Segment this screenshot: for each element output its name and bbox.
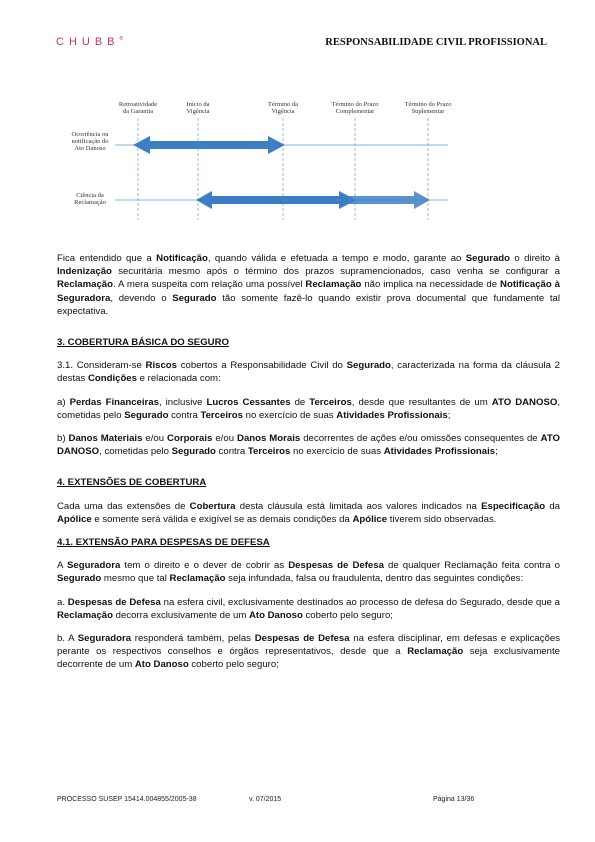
text-run: no exercício de suas [290,446,384,458]
label-termino-complementar [332,101,379,115]
text-run: coberto pelo seguro; [188,659,279,671]
text-run: , caracterizada na forma da cláusula 2 destas [57,360,560,385]
bold-term: Atividades Profissionais [336,409,448,421]
label-ocorrencia [72,131,110,152]
bold-term: Reclamação [57,609,113,621]
label-retroatividade [119,101,157,115]
text-run: e relacionada com: [136,373,221,385]
row2-track [115,191,448,209]
bold-term: Seguradora [77,633,132,645]
section-3-1-paragraph [57,359,560,385]
text-run: desta cláusula está limitada aos valores indicados na [235,500,482,512]
row1-double-arrow [133,136,285,154]
section-4-paragraph [57,500,560,526]
bold-term: Corporais [167,433,213,445]
text-run: no exercício de suas [242,409,337,421]
label-ocorrencia-l3: Ato Danoso [74,145,106,152]
label-termino-suplementar [405,101,452,115]
text-run: e somente será válida e exigível se as demais condições da [91,513,353,525]
bold-term: Notificação à Seguradora [57,279,560,304]
bold-term: Reclamação [57,279,113,291]
bold-term: Seguradora [66,560,121,572]
row2-dotted-extension [344,191,430,209]
text-run: contra [215,446,248,458]
bold-term: Indenização [57,266,112,278]
bold-term: Ato Danoso [134,659,189,671]
section-4-1-heading: 4.1. EXTENSÃO PARA DESPESAS DE DEFESA [57,537,270,549]
bold-term: Segurado [57,573,102,585]
text-run: e/ou [212,433,238,445]
row1-track [115,136,448,154]
text-run: da [545,500,560,512]
section-4-1-item-a [57,596,560,622]
text-run: , cometidas pelo [57,396,560,421]
label-termino-l1: Término da [267,101,299,108]
bold-term: Perdas Financeiras [69,396,159,408]
section-4-1-paragraph [57,559,560,585]
label-ocorrencia-l2: notificação do [71,138,109,145]
notification-paragraph [57,252,560,318]
label-termino-vigencia [268,101,298,115]
bold-term: Segurado [171,446,216,458]
label-ciencia-l1: Ciência da [76,192,104,199]
bold-term: Apólice [57,513,92,525]
bold-term: Segurado [346,360,391,372]
text-run: na esfera disciplinar, em defesas e explicações perante os respectivos conselhos e órgãos representativos, desde que a [57,633,560,658]
bold-term: ATO DANOSO [491,396,558,408]
text-run: tão somente fazê-lo quando existir prova documental que fundamente tal expectativa. [57,292,560,317]
brand-text: CHUBB [56,36,120,48]
chubb-logo [56,36,123,48]
text-run: A [57,560,67,572]
text-run: , desde que resultantes de um [351,396,492,408]
text-run: seja exclusivamente decorrente de um [57,646,560,671]
text-run: b. A [57,633,78,645]
bold-term: Atividades Profissionais [383,446,496,458]
label-inicio-l1: Início da [186,101,210,108]
label-compl-l2: Complementar [335,108,375,115]
row2-double-arrow [196,191,356,209]
bold-term: Terceiros [309,396,352,408]
label-retroatividade-l1: Retroatividade [118,101,158,108]
registered-mark-icon: ® [119,36,124,42]
text-run: 3.1. Consideram-se [57,360,146,372]
bold-term: Segurado [124,409,169,421]
label-supl-l1: Término do Prazo [404,101,452,108]
text-run: responderá também, pelas [131,633,255,645]
section-3-item-a [57,396,560,422]
label-ocorrencia-l1: Ocorrência ou [71,131,109,138]
text-run: , quando válida e efetuada a tempo e modo, garante ao [207,253,466,264]
timeline-dashed-guides [138,118,428,220]
section-3-item-b [57,432,560,458]
bold-term: Condições [87,373,137,385]
bold-term: Despesas de Defesa [254,633,350,645]
bold-term: Terceiros [200,409,243,421]
bold-term: Segurado [172,292,217,304]
bold-term: Despesas de Defesa [67,596,161,608]
label-termino-l2: Vigência [271,108,295,115]
text-run: coberto pelo seguro; [302,609,393,621]
text-run: . A mera suspeita com relação uma possível [113,279,306,291]
section-4-1-item-b [57,632,560,672]
section-3-heading: 3. COBERTURA BÁSICA DO SEGURO [57,337,229,349]
footer-process-number: PROCESSO SUSEP 15414.004855/2005-38 [57,796,197,803]
section-4-heading: 4. EXTENSÕES DE COBERTURA [57,477,207,489]
row-labels [72,131,110,206]
text-run: e/ou [142,433,168,445]
label-supl-l2: Suplementar [411,108,445,115]
text-run: b) [57,433,69,445]
text-run: Fica entendido que a [57,253,157,264]
text-run: decorrentes de ações e/ou omissões consequentes de [300,433,541,445]
footer-version: v. 07/2015 [249,796,282,803]
timeline-top-labels [119,101,452,115]
text-run: tem o direito e o dever de cobrir as [120,560,289,572]
text-run: ; [495,446,498,458]
text-run: , inclusive [158,396,207,408]
label-compl-l1: Término do Prazo [331,101,379,108]
bold-term: ATO DANOSO [57,433,560,458]
document-title: RESPONSABILIDADE CIVIL PROFISSIONAL [325,37,547,48]
bold-term: Ato Danoso [248,609,303,621]
label-ciencia [74,192,106,206]
bold-term: Despesas de Defesa [288,560,384,572]
footer-page-number: Página 13/36 [433,796,475,803]
text-run: seja infundada, falsa ou fraudulenta, dentro das seguintes condições: [225,573,524,585]
text-run: não implica na necessidade de [361,279,501,291]
text-run: contra [168,409,201,421]
bold-term: Riscos [145,360,177,372]
text-run: de [290,396,310,408]
text-run: a) [57,396,70,408]
text-run: , cometidas pelo [99,446,172,458]
bold-term: Terceiros [247,446,291,458]
label-retroatividade-l2: da Garantia [122,108,154,115]
text-run: decorra exclusivamente de um [113,609,249,621]
label-inicio-l2: Vigência [186,108,210,115]
label-inicio-vigencia [186,101,209,115]
text-run: de qualquer Reclamação feita contra o [383,560,560,572]
bold-term: Especificação [481,500,546,512]
bold-term: Notificação [156,253,208,264]
bold-term: Reclamação [407,646,464,658]
bold-term: Cobertura [189,500,236,512]
text-run: o direito à [510,253,560,264]
text-run: Cada uma das extensões de [57,500,190,512]
text-run: na esfera civil, exclusivamente destinados ao processo de defesa do Segurado, desde que a [160,596,560,608]
bold-term: Lucros Cessantes [206,396,291,408]
label-ciencia-l2: Reclamação [74,199,106,206]
bold-term: Apólice [352,513,388,525]
coverage-timeline-diagram [0,90,595,220]
page-content [57,252,560,672]
text-run: cobertos a Responsabilidade Civil do [177,360,347,372]
bold-term: Segurado [465,253,511,264]
bold-term: Reclamação [169,573,226,585]
text-run: tiverem sido observadas. [387,513,497,525]
bold-term: Danos Materiais [68,433,143,445]
text-run: , devendo o [110,292,173,304]
text-run: securitária mesmo após o término dos prazos supramencionados, caso venha se configurar a [111,266,560,278]
text-run: mesmo que tal [101,573,170,585]
bold-term: Reclamação [305,279,362,291]
text-run: ; [447,409,451,421]
bold-term: Danos Morais [237,433,301,445]
text-run: a. [57,596,68,608]
